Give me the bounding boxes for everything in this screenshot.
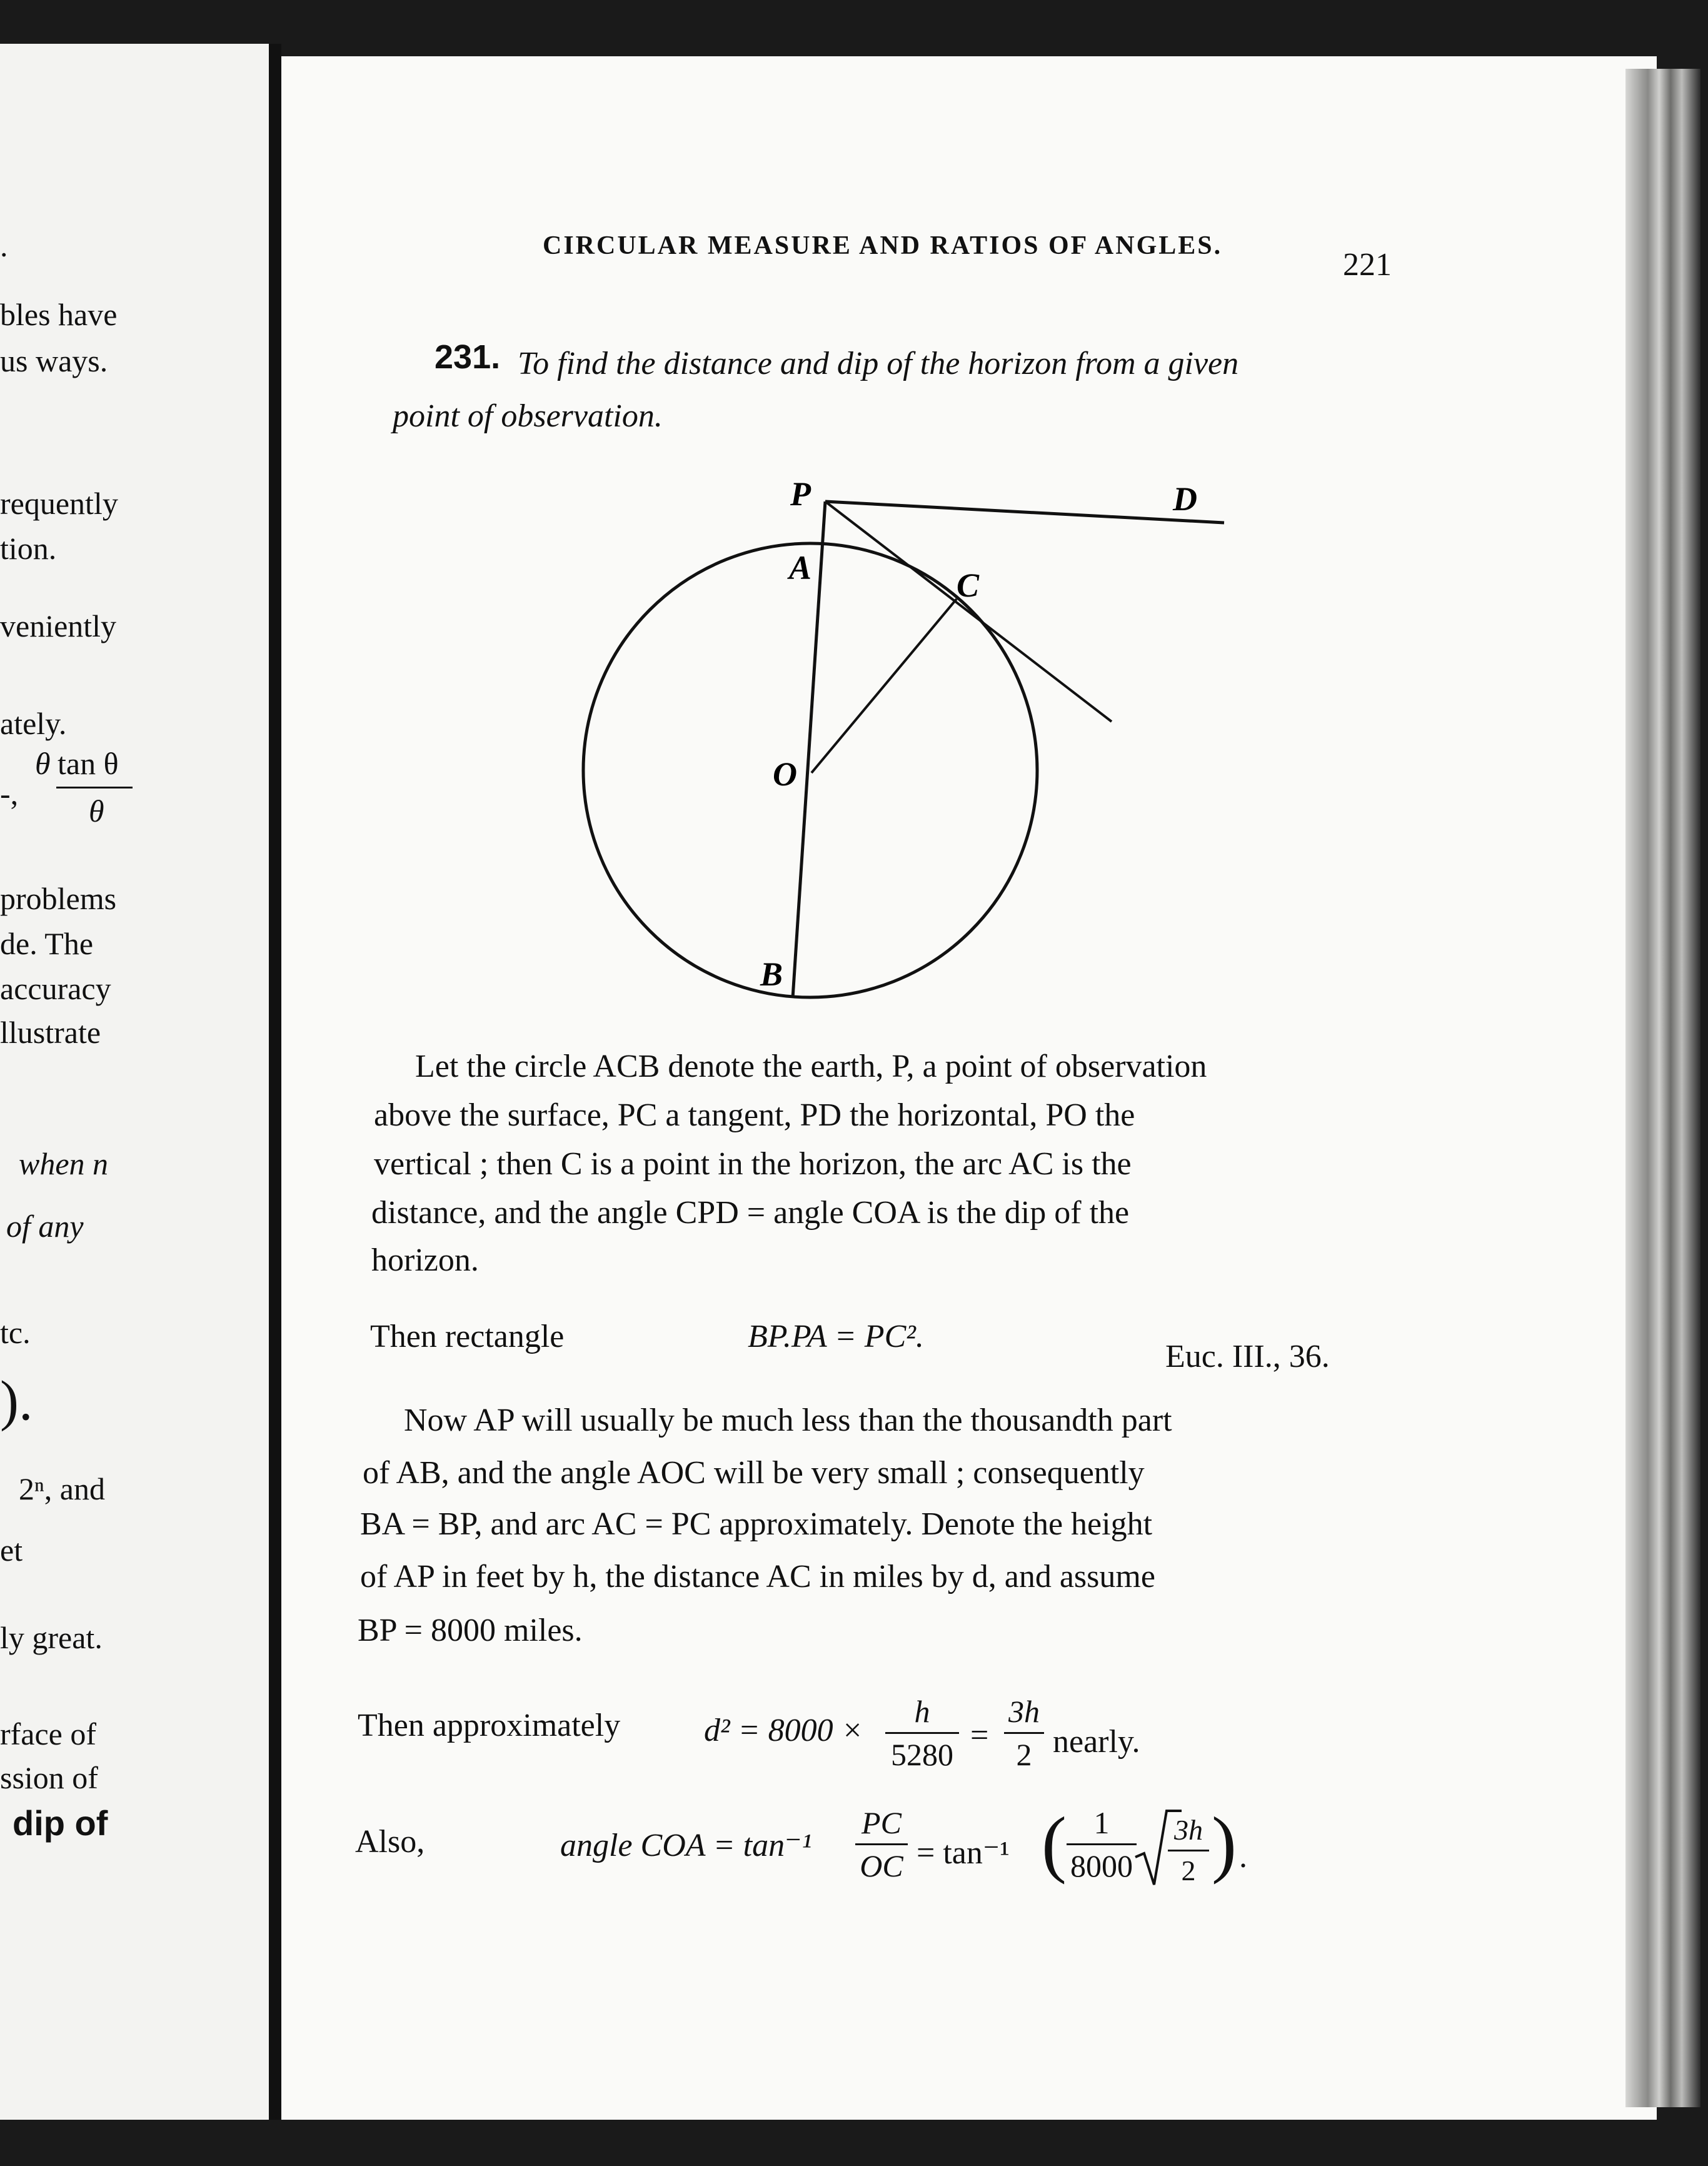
left-fragment: dip of xyxy=(13,1803,108,1843)
left-fragment: θ xyxy=(89,793,104,829)
approx-lhs: d² = 8000 × xyxy=(704,1713,863,1748)
left-fragment: llustrate xyxy=(0,1015,101,1050)
text-line: BA = BP, and arc AC = PC approximately. Denote the height xyxy=(360,1506,1153,1542)
left-fragment: de. The xyxy=(0,926,94,961)
fraction-bar xyxy=(1168,1850,1209,1851)
left-fragment: problems xyxy=(0,881,117,916)
left-fragment: us ways. xyxy=(0,343,108,378)
left-fragment: θ xyxy=(35,746,51,781)
left-fragment: ). xyxy=(0,1370,33,1432)
section-number: 231. xyxy=(435,338,501,376)
left-fragment: requently xyxy=(0,486,118,521)
section-title-continued: point of observation. xyxy=(393,398,663,434)
also-mid: = tan⁻¹ xyxy=(917,1835,1010,1871)
equals-sign: = xyxy=(970,1718,989,1753)
left-fragment: 2ⁿ, and xyxy=(19,1471,105,1506)
fraction-bar xyxy=(885,1732,959,1734)
left-fragment: ssion of xyxy=(0,1760,98,1795)
fraction-bar xyxy=(855,1843,908,1845)
running-header: CIRCULAR MEASURE AND RATIOS OF ANGLES. xyxy=(543,231,1223,260)
left-fragment: tion. xyxy=(0,531,57,566)
fraction-3h-over-2 xyxy=(1004,1696,1044,1770)
right-paren: ) xyxy=(1212,1801,1237,1885)
text-line: above the surface, PC a tangent, PD the horizontal, PO the xyxy=(374,1097,1135,1133)
euclid-reference: Euc. III., 36. xyxy=(1165,1339,1330,1374)
page-number: 221 xyxy=(1343,247,1392,283)
left-fragment: tc. xyxy=(0,1315,31,1350)
text-line: Let the circle ACB denote the earth, P, a point of observation xyxy=(415,1049,1207,1084)
rectangle-lead: Then rectangle xyxy=(370,1319,565,1354)
fraction-bar xyxy=(1004,1732,1044,1734)
left-fragment: of any xyxy=(6,1209,84,1244)
left-fragment: when n xyxy=(19,1146,109,1181)
label-d: D xyxy=(1173,480,1197,518)
fraction-denominator: 2 xyxy=(1016,1737,1032,1772)
text-line: vertical ; then C is a point in the horizon, the arc AC is the xyxy=(374,1146,1132,1182)
left-fragment: bles have xyxy=(0,297,118,332)
fraction-bar xyxy=(1067,1843,1137,1845)
fraction-3h-over-2-root xyxy=(1168,1816,1209,1885)
label-o: O xyxy=(773,755,797,793)
also-lhs: angle COA = tan⁻¹ xyxy=(560,1828,812,1863)
also-lead: Also, xyxy=(355,1824,425,1860)
left-fragment: ately. xyxy=(0,706,67,741)
fraction-denominator: OC xyxy=(860,1848,903,1883)
text-line: of AB, and the angle AOC will be very small ; consequently xyxy=(363,1455,1145,1491)
fraction-denominator: 5280 xyxy=(891,1737,953,1772)
left-fragment: veniently xyxy=(0,608,117,643)
tangent-line-pc xyxy=(825,501,1112,722)
text-line: Now AP will usually be much less than the thousandth part xyxy=(404,1403,1172,1438)
horizontal-line-pd xyxy=(825,501,1224,523)
left-fragment: tan θ xyxy=(58,746,119,781)
left-fragment: -, xyxy=(0,776,19,811)
left-fragment: ly great. xyxy=(0,1620,103,1655)
text-line: horizon. xyxy=(371,1242,479,1278)
text-line: distance, and the angle CPD = angle COA is the dip of the xyxy=(371,1195,1130,1231)
fraction-1-over-8000 xyxy=(1067,1807,1137,1881)
rectangle-equation: BP.PA = PC². xyxy=(748,1319,924,1354)
fraction-denominator: 8000 xyxy=(1070,1848,1133,1883)
left-fragment: et xyxy=(0,1533,23,1568)
fraction-numerator: 3h xyxy=(1174,1814,1203,1846)
radius-line-oc xyxy=(811,599,957,773)
fraction-pc-over-oc xyxy=(855,1807,908,1881)
left-paren: ( xyxy=(1042,1801,1067,1885)
approx-lead: Then approximately xyxy=(358,1708,621,1743)
text-line: BP = 8000 miles. xyxy=(358,1613,583,1648)
left-fragment: accuracy xyxy=(0,971,111,1006)
fraction-numerator: 1 xyxy=(1093,1805,1110,1840)
label-p: P xyxy=(790,475,811,513)
left-fragment: rface of xyxy=(0,1716,97,1751)
fraction-numerator: h xyxy=(914,1694,930,1729)
left-fragment: . xyxy=(0,228,8,263)
section-title: To find the distance and dip of the horizon from a given xyxy=(518,346,1239,381)
fraction-numerator: PC xyxy=(862,1805,902,1840)
also-tail: . xyxy=(1239,1839,1247,1875)
fraction-denominator: 2 xyxy=(1181,1855,1196,1886)
label-b: B xyxy=(760,955,783,993)
label-a: A xyxy=(789,549,812,587)
label-c: C xyxy=(957,567,980,604)
approx-tail: nearly. xyxy=(1053,1724,1140,1760)
fraction-h-over-5280 xyxy=(885,1696,959,1770)
fraction-numerator: 3h xyxy=(1008,1694,1040,1729)
text-line: of AP in feet by h, the distance AC in miles by d, and assume xyxy=(360,1559,1155,1594)
